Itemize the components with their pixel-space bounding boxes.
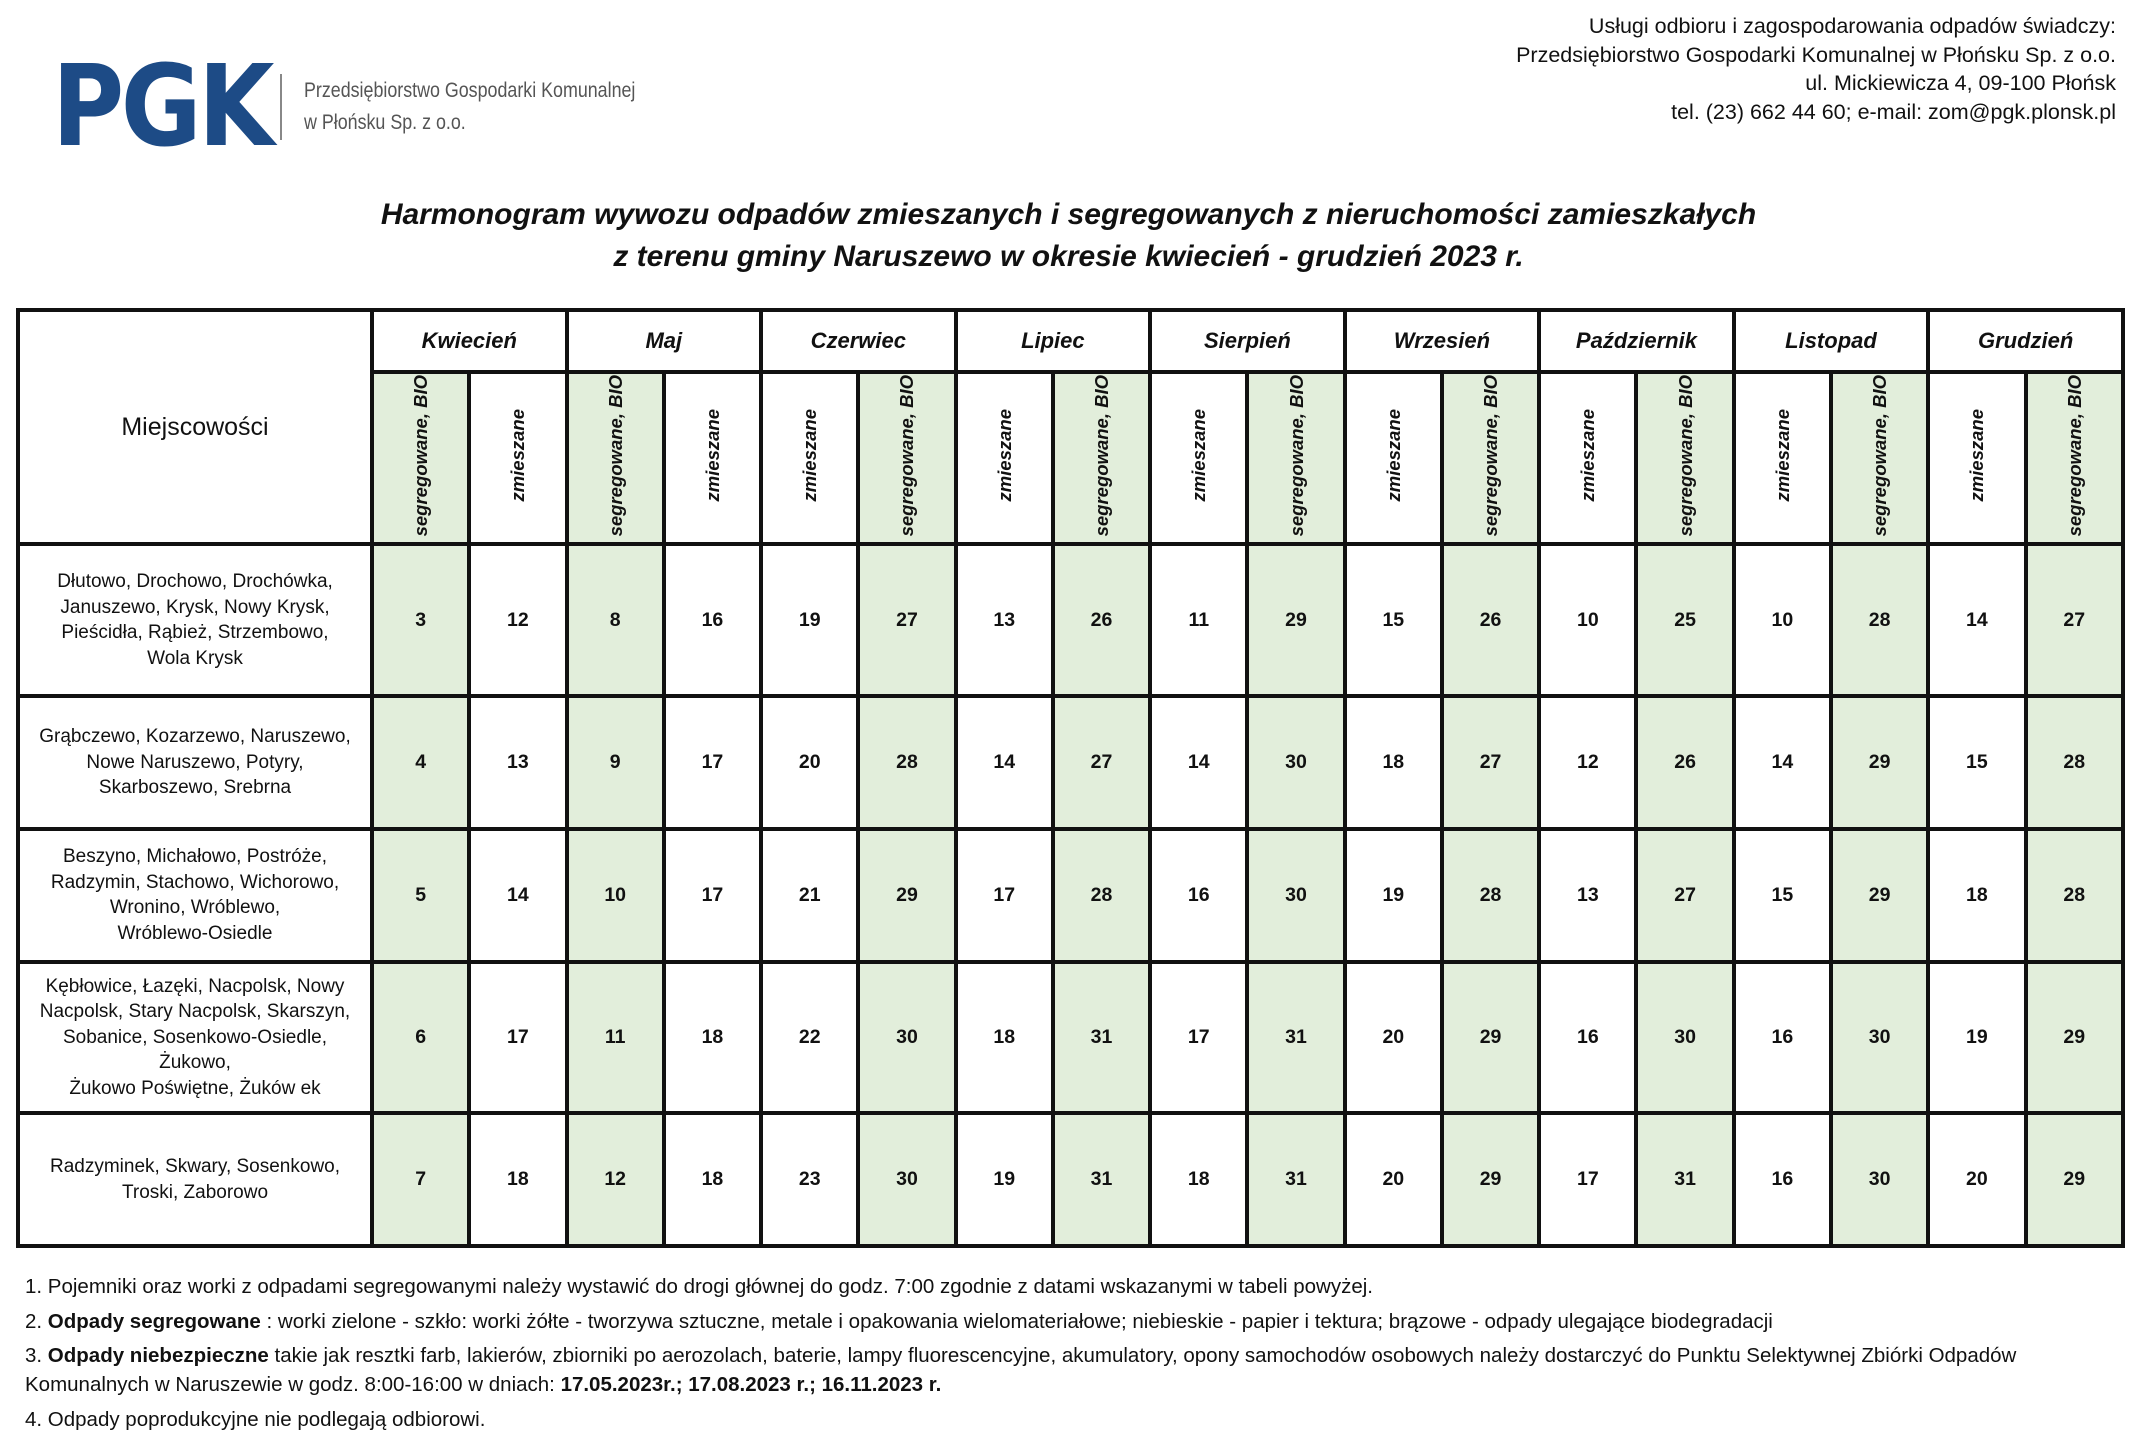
month-header: Lipiec xyxy=(956,310,1151,372)
waste-type-header xyxy=(761,372,858,544)
waste-type-header xyxy=(1053,372,1150,544)
pickup-day-cell: 26 xyxy=(1053,544,1150,696)
pickup-day-cell: 27 xyxy=(1442,696,1539,829)
pickup-day-cell: 30 xyxy=(858,1113,955,1246)
pickup-day-cell: 23 xyxy=(761,1113,858,1246)
pickup-day-cell: 27 xyxy=(858,544,955,696)
pickup-day-cell: 14 xyxy=(1928,544,2025,696)
company-line-1: Usługi odbioru i zagospodarowania odpadów świadczy: xyxy=(1588,14,2116,38)
places-header: Miejscowości xyxy=(18,310,372,544)
pickup-day-cell: 7 xyxy=(372,1113,469,1246)
waste-type-header xyxy=(664,372,761,544)
pickup-day-cell: 17 xyxy=(664,696,761,829)
pickup-day-cell: 20 xyxy=(761,696,858,829)
month-header: Czerwiec xyxy=(761,310,956,372)
waste-type-label: zmieszane xyxy=(799,409,821,502)
logo-mark: PGK xyxy=(52,42,271,172)
waste-type-header xyxy=(1831,372,1928,544)
note-4: 4. Odpady poprodukcyjne nie podlegają odbiorowi. xyxy=(25,1407,486,1431)
pickup-day-cell: 29 xyxy=(1442,962,1539,1113)
pickup-day-cell: 27 xyxy=(2026,544,2123,696)
pickup-day-cell: 18 xyxy=(469,1113,566,1246)
pickup-day-cell: 10 xyxy=(1734,544,1831,696)
pickup-day-cell: 30 xyxy=(1831,1113,1928,1246)
waste-type-label: zmieszane xyxy=(1577,409,1599,502)
pickup-day-cell: 11 xyxy=(567,962,664,1113)
pickup-day-cell: 16 xyxy=(664,544,761,696)
waste-type-header xyxy=(2026,372,2123,544)
pickup-day-cell: 20 xyxy=(1345,962,1442,1113)
waste-type-label: segregowane, BIO xyxy=(2063,374,2085,537)
pickup-day-cell: 17 xyxy=(664,829,761,962)
pickup-day-cell: 20 xyxy=(1928,1113,2025,1246)
pickup-day-cell: 26 xyxy=(1442,544,1539,696)
note-2 xyxy=(25,1307,2115,1336)
pickup-day-cell: 29 xyxy=(1831,696,1928,829)
pickup-day-cell: 31 xyxy=(1247,962,1344,1113)
month-header: Listopad xyxy=(1734,310,1929,372)
logo-separator xyxy=(280,74,282,140)
pickup-day-cell: 10 xyxy=(567,829,664,962)
pickup-day-cell: 17 xyxy=(469,962,566,1113)
pickup-day-cell: 15 xyxy=(1345,544,1442,696)
places-cell: Radzyminek, Skwary, Sosenkowo, Troski, Zaborowo xyxy=(18,1113,372,1246)
pickup-day-cell: 20 xyxy=(1345,1113,1442,1246)
pickup-day-cell: 17 xyxy=(1539,1113,1636,1246)
logo-text xyxy=(304,75,635,139)
waste-type-label: zmieszane xyxy=(1966,409,1988,502)
pickup-day-cell: 31 xyxy=(1053,1113,1150,1246)
pickup-day-cell: 31 xyxy=(1053,962,1150,1113)
pickup-day-cell: 18 xyxy=(664,1113,761,1246)
waste-type-label: segregowane, BIO xyxy=(1090,374,1112,537)
pickup-day-cell: 28 xyxy=(2026,696,2123,829)
waste-type-label: segregowane, BIO xyxy=(1480,374,1502,537)
waste-type-label: zmieszane xyxy=(701,409,723,502)
pickup-day-cell: 29 xyxy=(2026,962,2123,1113)
pickup-day-cell: 29 xyxy=(1831,829,1928,962)
pickup-day-cell: 19 xyxy=(761,544,858,696)
pickup-day-cell: 9 xyxy=(567,696,664,829)
waste-type-header xyxy=(1247,372,1344,544)
company-address: ul. Mickiewicza 4, 09-100 Płońsk xyxy=(1805,71,2116,95)
waste-type-label: segregowane, BIO xyxy=(896,374,918,537)
pickup-day-cell: 17 xyxy=(956,829,1053,962)
pickup-day-cell: 16 xyxy=(1734,1113,1831,1246)
waste-type-header xyxy=(956,372,1053,544)
pickup-day-cell: 14 xyxy=(469,829,566,962)
waste-type-label: segregowane, BIO xyxy=(1285,374,1307,537)
pickup-day-cell: 13 xyxy=(956,544,1053,696)
pickup-day-cell: 14 xyxy=(956,696,1053,829)
pickup-day-cell: 28 xyxy=(1442,829,1539,962)
pickup-day-cell: 18 xyxy=(664,962,761,1113)
places-cell: Grąbczewo, Kozarzewo, Naruszewo, Nowe Naruszewo, Potyry, Skarboszewo, Srebrna xyxy=(18,696,372,829)
table-row xyxy=(18,544,2123,696)
month-header: Sierpień xyxy=(1150,310,1345,372)
pickup-day-cell: 29 xyxy=(858,829,955,962)
waste-type-header xyxy=(567,372,664,544)
pickup-day-cell: 19 xyxy=(1928,962,2025,1113)
pickup-day-cell: 13 xyxy=(469,696,566,829)
pickup-day-cell: 30 xyxy=(1831,962,1928,1113)
pickup-day-cell: 14 xyxy=(1734,696,1831,829)
waste-type-header xyxy=(469,372,566,544)
pickup-day-cell: 15 xyxy=(1734,829,1831,962)
note-2-bold: Odpady segregowane xyxy=(47,1309,261,1333)
pickup-day-cell: 16 xyxy=(1150,829,1247,962)
pickup-day-cell: 12 xyxy=(1539,696,1636,829)
pickup-day-cell: 29 xyxy=(2026,1113,2123,1246)
pickup-day-cell: 21 xyxy=(761,829,858,962)
waste-type-label: segregowane, BIO xyxy=(1674,374,1696,537)
title-line-1: Harmonogram wywozu odpadów zmieszanych i segregowanych z nieruchomości zamieszkałych xyxy=(380,198,1757,231)
note-3-bold: Odpady niebezpieczne xyxy=(47,1344,269,1367)
places-cell: Dłutowo, Drochowo, Drochówka, Januszewo, Krysk, Nowy Krysk, Pieścidła, Rąbież, Strzembowo, Wola Krysk xyxy=(18,544,372,696)
waste-type-header xyxy=(1734,372,1831,544)
pickup-day-cell: 11 xyxy=(1150,544,1247,696)
pickup-day-cell: 5 xyxy=(372,829,469,962)
schedule-title xyxy=(0,194,2137,278)
waste-type-header xyxy=(858,372,955,544)
pickup-day-cell: 12 xyxy=(469,544,566,696)
pickup-day-cell: 28 xyxy=(858,696,955,829)
pickup-day-cell: 28 xyxy=(2026,829,2123,962)
waste-type-label: segregowane, BIO xyxy=(410,374,432,537)
logo-line-1: Przedsiębiorstwo Gospodarki Komunalnej xyxy=(304,79,636,102)
waste-type-header xyxy=(1539,372,1636,544)
pickup-day-cell: 10 xyxy=(1539,544,1636,696)
note-2-text: : worki zielone - szkło: worki żółte - tworzywa sztuczne, metale i opakowania wielomateriałowe; niebieskie - papier i tektura; brązowe - odpady ulegające biodegradacji xyxy=(260,1309,1773,1333)
pickup-day-cell: 31 xyxy=(1247,1113,1344,1246)
waste-type-label: segregowane, BIO xyxy=(604,374,626,537)
pickup-day-cell: 16 xyxy=(1539,962,1636,1113)
pickup-day-cell: 8 xyxy=(567,544,664,696)
waste-type-header xyxy=(1345,372,1442,544)
waste-type-header xyxy=(372,372,469,544)
waste-type-label: zmieszane xyxy=(993,409,1015,502)
table-row xyxy=(18,696,2123,829)
pickup-day-cell: 29 xyxy=(1247,544,1344,696)
pickup-day-cell: 14 xyxy=(1150,696,1247,829)
month-header-row xyxy=(18,310,2123,372)
pickup-day-cell: 18 xyxy=(956,962,1053,1113)
pickup-day-cell: 6 xyxy=(372,962,469,1113)
waste-type-label: zmieszane xyxy=(1382,409,1404,502)
table-row xyxy=(18,962,2123,1113)
pickup-day-cell: 31 xyxy=(1636,1113,1733,1246)
waste-type-label: zmieszane xyxy=(507,409,529,502)
places-cell: Kębłowice, Łazęki, Nacpolsk, Nowy Nacpolsk, Stary Nacpolsk, Skarszyn, Sobanice, Sosenkowo-Osiedle, Żukowo, Żukowo Poświętne, Żuków ek xyxy=(18,962,372,1113)
pickup-day-cell: 18 xyxy=(1928,829,2025,962)
note-3-dates: 17.05.2023r.; 17.08.2023 r.; 16.11.2023 r. xyxy=(560,1373,942,1396)
month-header: Maj xyxy=(567,310,762,372)
pickup-day-cell: 19 xyxy=(956,1113,1053,1246)
waste-type-header xyxy=(1150,372,1247,544)
title-line-2: z terenu gminy Naruszewo w okresie kwiecień - grudzień 2023 r. xyxy=(613,240,1524,273)
pickup-day-cell: 30 xyxy=(1247,829,1344,962)
pgk-logo xyxy=(52,42,694,172)
company-line-2: Przedsiębiorstwo Gospodarki Komunalnej w Płońsku Sp. z o.o. xyxy=(1516,42,2116,67)
waste-type-label: zmieszane xyxy=(1188,409,1210,502)
schedule-table xyxy=(16,308,2125,1248)
waste-type-header xyxy=(1928,372,2025,544)
pickup-day-cell: 25 xyxy=(1636,544,1733,696)
pickup-day-cell: 26 xyxy=(1636,696,1733,829)
pickup-day-cell: 19 xyxy=(1345,829,1442,962)
pickup-day-cell: 28 xyxy=(1831,544,1928,696)
pickup-day-cell: 28 xyxy=(1053,829,1150,962)
month-header: Kwiecień xyxy=(372,310,567,372)
pickup-day-cell: 12 xyxy=(567,1113,664,1246)
logo-line-2: w Płońsku Sp. z o.o. xyxy=(304,111,466,134)
company-info xyxy=(1516,12,2116,126)
waste-type-header xyxy=(1442,372,1539,544)
waste-type-label: segregowane, BIO xyxy=(1869,374,1891,537)
note-3-prefix: 3. xyxy=(25,1344,48,1367)
table-row xyxy=(18,829,2123,962)
pickup-day-cell: 4 xyxy=(372,696,469,829)
company-contact: tel. (23) 662 44 60; e-mail: zom@pgk.plonsk.pl xyxy=(1671,99,2116,124)
month-header: Grudzień xyxy=(1928,310,2123,372)
pickup-day-cell: 15 xyxy=(1928,696,2025,829)
pickup-day-cell: 30 xyxy=(858,962,955,1113)
pickup-day-cell: 29 xyxy=(1442,1113,1539,1246)
pickup-day-cell: 16 xyxy=(1734,962,1831,1113)
note-2-prefix: 2. xyxy=(25,1309,48,1333)
table-row xyxy=(18,1113,2123,1246)
pickup-day-cell: 30 xyxy=(1636,962,1733,1113)
waste-type-label: zmieszane xyxy=(1771,409,1793,502)
note-1: 1. Pojemniki oraz worki z odpadami segregowanymi należy wystawić do drogi głównej do godz. 7:00 zgodnie z datami wskazanymi w tabeli powyżej. xyxy=(25,1275,1373,1298)
pickup-day-cell: 18 xyxy=(1345,696,1442,829)
note-3-text: takie jak resztki farb, lakierów, zbiorniki po aerozolach, baterie, lampy fluorescencyjne, akumulatory, opony samochodów osobowych należy dostarczyć do Punktu Selektywnej Zbiórki Odpadów Komunalnych w Naruszewie w godz. 8:00-16:00 w dniach: xyxy=(25,1344,2017,1396)
pickup-day-cell: 27 xyxy=(1053,696,1150,829)
waste-type-header xyxy=(1636,372,1733,544)
note-3 xyxy=(25,1341,2115,1399)
pickup-day-cell: 30 xyxy=(1247,696,1344,829)
month-header: Październik xyxy=(1539,310,1734,372)
pickup-day-cell: 13 xyxy=(1539,829,1636,962)
notes xyxy=(25,1272,2115,1439)
pickup-day-cell: 3 xyxy=(372,544,469,696)
pickup-day-cell: 17 xyxy=(1150,962,1247,1113)
places-cell: Beszyno, Michałowo, Postróże, Radzymin, Stachowo, Wichorowo, Wronino, Wróblewo, Wróblewo-Osiedle xyxy=(18,829,372,962)
pickup-day-cell: 27 xyxy=(1636,829,1733,962)
month-header: Wrzesień xyxy=(1345,310,1540,372)
pickup-day-cell: 22 xyxy=(761,962,858,1113)
pickup-day-cell: 18 xyxy=(1150,1113,1247,1246)
